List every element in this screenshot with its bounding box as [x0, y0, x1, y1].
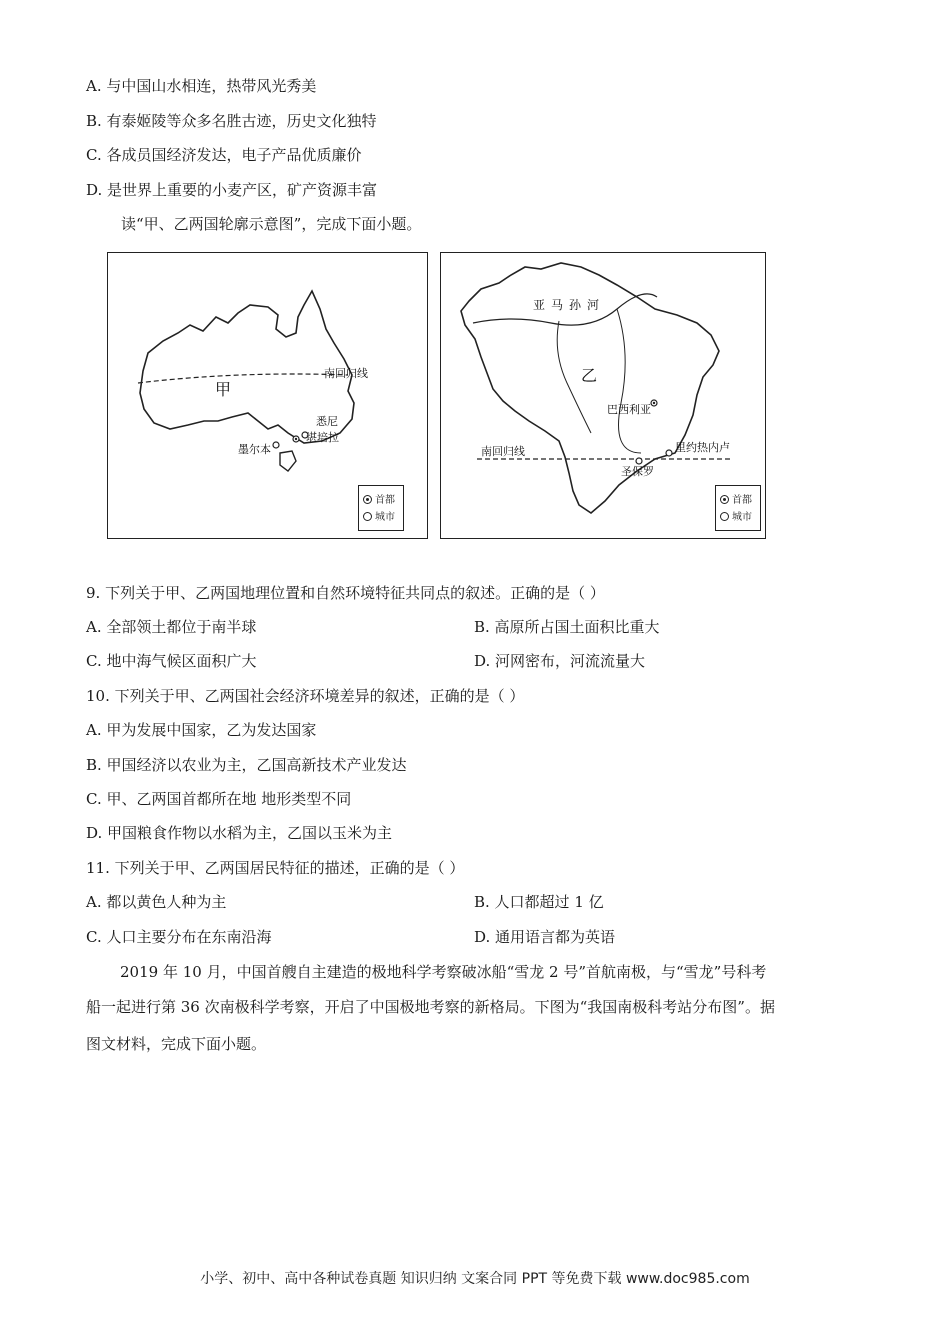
q10-option-b: B. 甲国经济以农业为主，乙国高新技术产业发达 — [86, 756, 407, 774]
prev-option-a: A. 与中国山水相连，热带风光秀美 — [86, 77, 317, 95]
q11-option-b: B. 人口都超过 1 亿 — [474, 893, 604, 911]
capital-symbol-icon — [363, 495, 372, 504]
map-yi-legend: 首都 城市 — [715, 485, 761, 531]
jia-label-melbourne: 墨尔本 — [238, 443, 271, 456]
jia-tropic-line — [138, 374, 348, 383]
yi-tropic-label: 南回归线 — [481, 445, 525, 458]
jia-tropic-label: 南回归线 — [324, 367, 368, 380]
city-symbol-icon — [720, 512, 729, 521]
q9-option-d: D. 河网密布，河流流量大 — [474, 652, 646, 670]
passage-line-3: 图文材料，完成下面小题。 — [86, 1035, 267, 1053]
yi-country-label: 乙 — [581, 366, 598, 385]
passage-line-2: 船一起进行第 36 次南极科学考察，开启了中国极地考察的新格局。下图为“我国南极科考站分布图”。据 — [86, 998, 775, 1016]
prev-option-c: C. 各成员国经济发达，电子产品优质廉价 — [86, 146, 362, 164]
prev-option-b: B. 有泰姬陵等众多名胜古迹，历史文化独特 — [86, 112, 377, 130]
yi-river-branch-2 — [617, 309, 641, 453]
yi-label-brasilia: 巴西利亚 — [607, 403, 651, 416]
jia-city-melbourne — [273, 442, 279, 448]
passage-line-1: 2019 年 10 月，中国首艘自主建造的极地科学考察破冰船“雪龙 2 号”首航南极，与“雪龙”号科考 — [120, 963, 767, 981]
q9-option-a: A. 全部领土都位于南半球 — [86, 618, 257, 636]
yi-river-label: 亚马孙河 — [533, 298, 606, 312]
yi-label-rio: 里约热内卢 — [675, 441, 730, 454]
capital-symbol-icon — [720, 495, 729, 504]
map-jia — [107, 252, 428, 539]
q9-option-b: B. 高原所占国土面积比重大 — [474, 618, 660, 636]
map-intro: 读“甲、乙两国轮廓示意图”，完成下面小题。 — [121, 215, 422, 233]
q11-stem: 11. 下列关于甲、乙两国居民特征的描述，正确的是（ ） — [86, 859, 465, 877]
jia-country-label: 甲 — [215, 380, 232, 399]
yi-label-saopaulo: 圣保罗 — [621, 465, 654, 478]
q10-stem: 10. 下列关于甲、乙两国社会经济环境差异的叙述，正确的是（ ） — [86, 687, 525, 705]
map-yi — [440, 252, 766, 539]
jia-label-canberra: 堪培拉 — [306, 431, 339, 444]
page-footer: 小学、初中、高中各种试卷真题 知识归纳 文案合同 PPT 等免费下载 www.doc985.com — [200, 1271, 750, 1287]
q9-stem: 9. 下列关于甲、乙两国地理位置和自然环境特征共同点的叙述。正确的是（ ） — [86, 584, 605, 602]
q10-option-d: D. 甲国粮食作物以水稻为主，乙国以玉米为主 — [86, 824, 393, 842]
jia-label-sydney: 悉尼 — [316, 415, 338, 428]
q11-option-c: C. 人口主要分布在东南沿海 — [86, 928, 272, 946]
prev-option-d: D. 是世界上重要的小麦产区，矿产资源丰富 — [86, 181, 378, 199]
q11-option-a: A. 都以黄色人种为主 — [86, 893, 227, 911]
q11-option-d: D. 通用语言都为英语 — [474, 928, 616, 946]
q9-option-c: C. 地中海气候区面积广大 — [86, 652, 257, 670]
jia-tasmania — [280, 451, 296, 471]
city-symbol-icon — [363, 512, 372, 521]
q10-option-a: A. 甲为发展中国家，乙为发达国家 — [86, 721, 317, 739]
q10-option-c: C. 甲、乙两国首都所在地 地形类型不同 — [86, 790, 352, 808]
yi-city-saopaulo — [636, 458, 642, 464]
map-jia-legend: 首都 城市 — [358, 485, 404, 531]
yi-city-rio — [666, 450, 672, 456]
